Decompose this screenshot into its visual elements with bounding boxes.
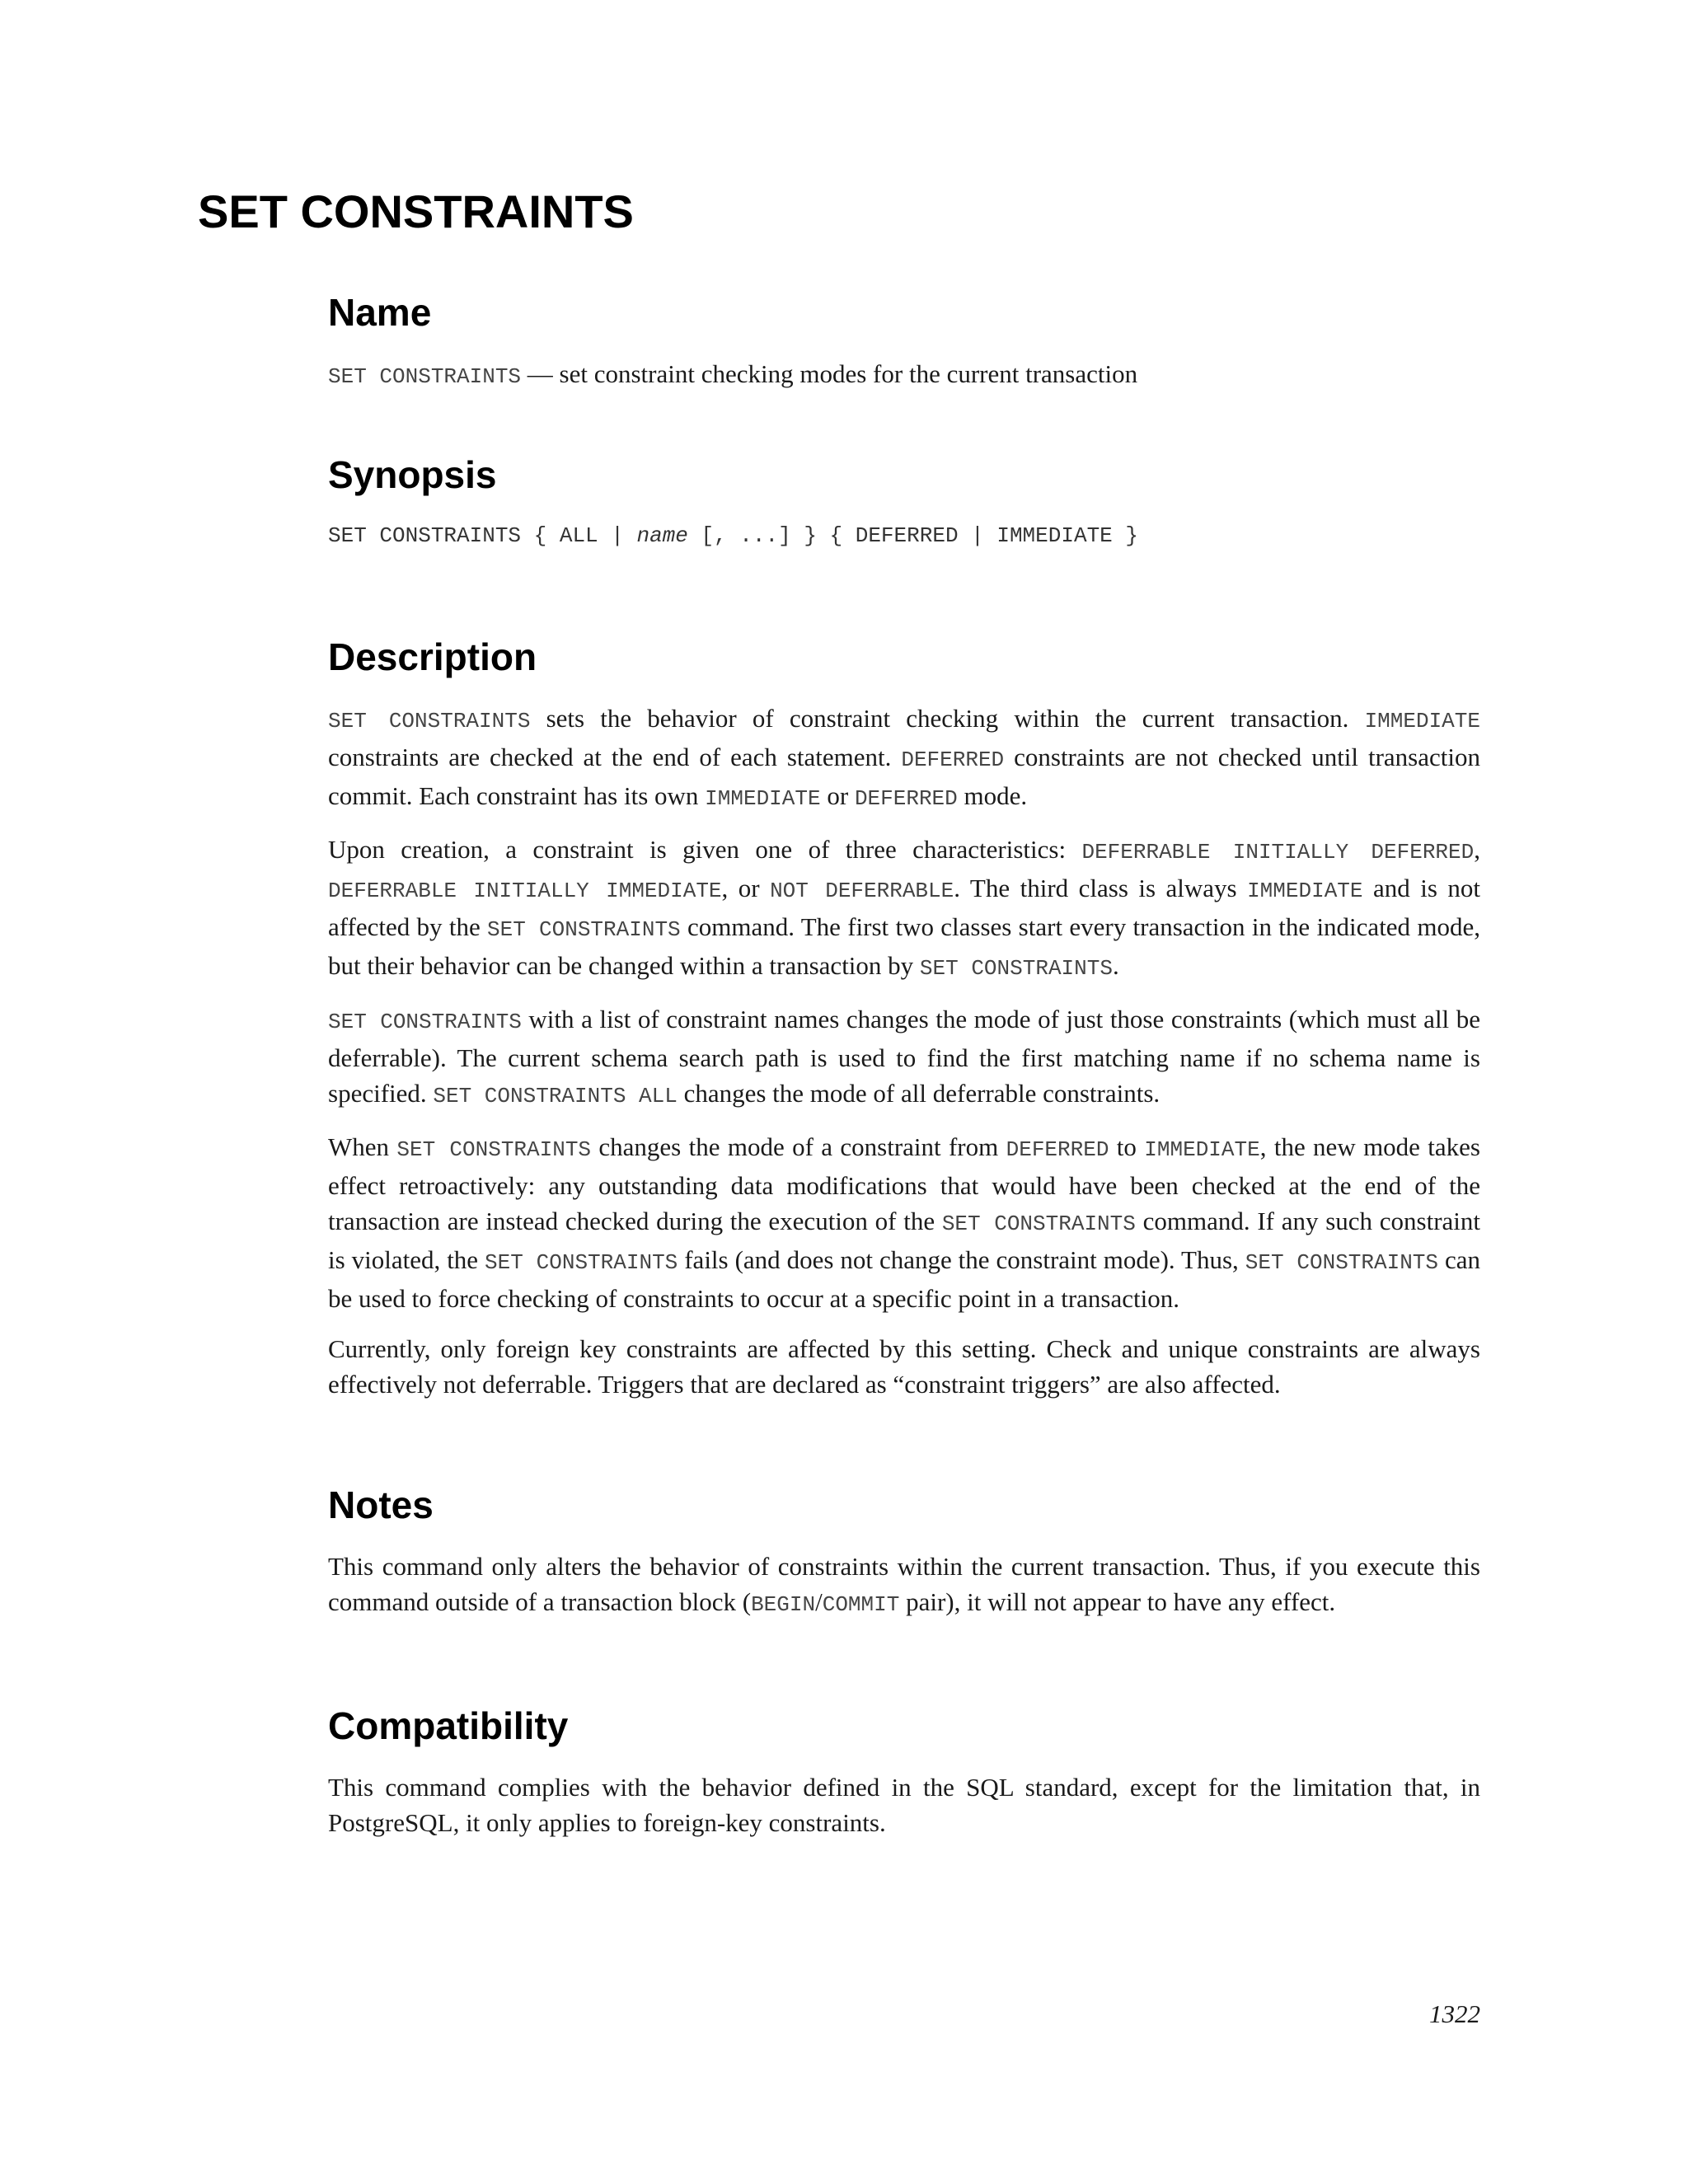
section-heading-name: Name [328,291,432,334]
inline-code: SET CONSTRAINTS [396,1137,592,1162]
section-description [328,633,1480,1402]
description-paragraph-4 [328,1129,1480,1316]
text: changes the mode of a constraint from [591,1132,1006,1161]
compatibility-paragraph: This command complies with the behavior defined in the SQL standard, except for the limitation that, in PostgreSQL, it only applies to foreign-key constraints. [328,1773,1480,1837]
text: . [1112,951,1119,980]
inline-code: DEFERRABLE INITIALLY DEFERRED [1081,840,1475,865]
section-compatibility [328,1702,1480,1840]
inline-code: IMMEDIATE [1144,1137,1260,1162]
text: . The third class is always [954,874,1248,902]
text: can be used to force checking of constraints to occur at a specific point in a transaction. [328,1245,1480,1313]
synopsis-before: SET CONSTRAINTS { ALL | [328,523,637,548]
text: fails (and does not change the constraint mode). Thus, [678,1245,1245,1274]
inline-code: DEFERRED [854,786,958,811]
inline-code: COMMIT [822,1592,900,1617]
text: mode. [957,781,1028,810]
page-number: 1322 [1429,1999,1480,2028]
text: sets the behavior of constraint checking within the current transaction. [530,704,1365,733]
description-paragraph-1 [328,701,1480,817]
text: or [820,781,855,810]
text: command. The first two classes start every transaction in the indicated mode, but their behavior can be changed within a transaction by [328,912,1480,980]
description-paragraph-3 [328,1001,1480,1114]
text: pair), it will not appear to have any effect. [899,1587,1336,1616]
text: command. If any such constraint is violated, the [328,1207,1481,1274]
inline-code: SET CONSTRAINTS [1245,1250,1439,1275]
command-code: SET CONSTRAINTS [328,364,522,389]
section-heading-description: Description [328,635,537,678]
inline-code: IMMEDIATE [705,786,821,811]
inline-code: IMMEDIATE [1247,879,1363,903]
section-notes [328,1481,1480,1623]
inline-code: NOT DEFERRABLE [770,879,954,903]
command-summary: — set constraint checking modes for the current transaction [521,359,1138,388]
text: , or [721,874,771,902]
text: , [1474,835,1480,864]
description-paragraph-5: Currently, only foreign key constraints are affected by this setting. Check and unique constraints are always effectively not deferrable. Triggers that are declared as “constraint triggers” are also affected. [328,1334,1480,1399]
text: When [328,1132,397,1161]
text: and is not affected by the [328,874,1481,941]
synopsis-code [328,518,1480,554]
inline-code: SET CONSTRAINTS [328,1010,522,1034]
name-line [328,356,1480,395]
text: This command only alters the behavior of constraints within the current transaction. Thus, if you execute this command outside of a transaction block ( [328,1552,1480,1616]
section-heading-synopsis: Synopsis [328,453,497,496]
inline-code: SET CONSTRAINTS [941,1212,1136,1236]
section-heading-compatibility: Compatibility [328,1704,569,1747]
inline-code: BEGIN [751,1592,816,1617]
inline-code: DEFERRED [901,748,1005,772]
inline-code: SET CONSTRAINTS [328,709,531,733]
content [328,288,1480,1896]
text: changes the mode of all deferrable constraints. [677,1079,1160,1108]
text: constraints are checked at the end of each statement. [328,743,902,771]
section-synopsis [328,451,1480,554]
inline-code: IMMEDIATE [1364,709,1480,733]
inline-code: SET CONSTRAINTS [485,1250,678,1275]
description-paragraph-2 [328,832,1480,987]
notes-paragraph [328,1549,1480,1623]
text: constraints are not checked until transaction commit. Each constraint has its own [328,743,1480,810]
synopsis-param: name [636,523,688,548]
inline-code: SET CONSTRAINTS [487,917,681,942]
section-name [328,288,1480,395]
text: with a list of constraint names changes the mode of just those constraints (which must all be deferrable). The current schema search path is used to find the first matching name if no schema name is specified. [328,1005,1480,1108]
inline-code: DEFERRED [1006,1137,1109,1162]
text: Upon creation, a constraint is given one of three characteristics: [328,835,1082,864]
page-title: SET CONSTRAINTS [198,185,634,237]
inline-code: DEFERRABLE INITIALLY IMMEDIATE [328,879,722,903]
synopsis-after: [, ...] } { DEFERRED | IMMEDIATE } [687,523,1138,548]
text: , the new mode takes effect retroactively: any outstanding data modifications that would have been checked at the end of the transaction are instead checked during the execution of the [328,1132,1480,1235]
inline-code: SET CONSTRAINTS [919,956,1113,981]
text: / [815,1587,823,1616]
text: to [1109,1132,1145,1161]
section-heading-notes: Notes [328,1483,434,1526]
inline-code: SET CONSTRAINTS ALL [433,1084,678,1108]
